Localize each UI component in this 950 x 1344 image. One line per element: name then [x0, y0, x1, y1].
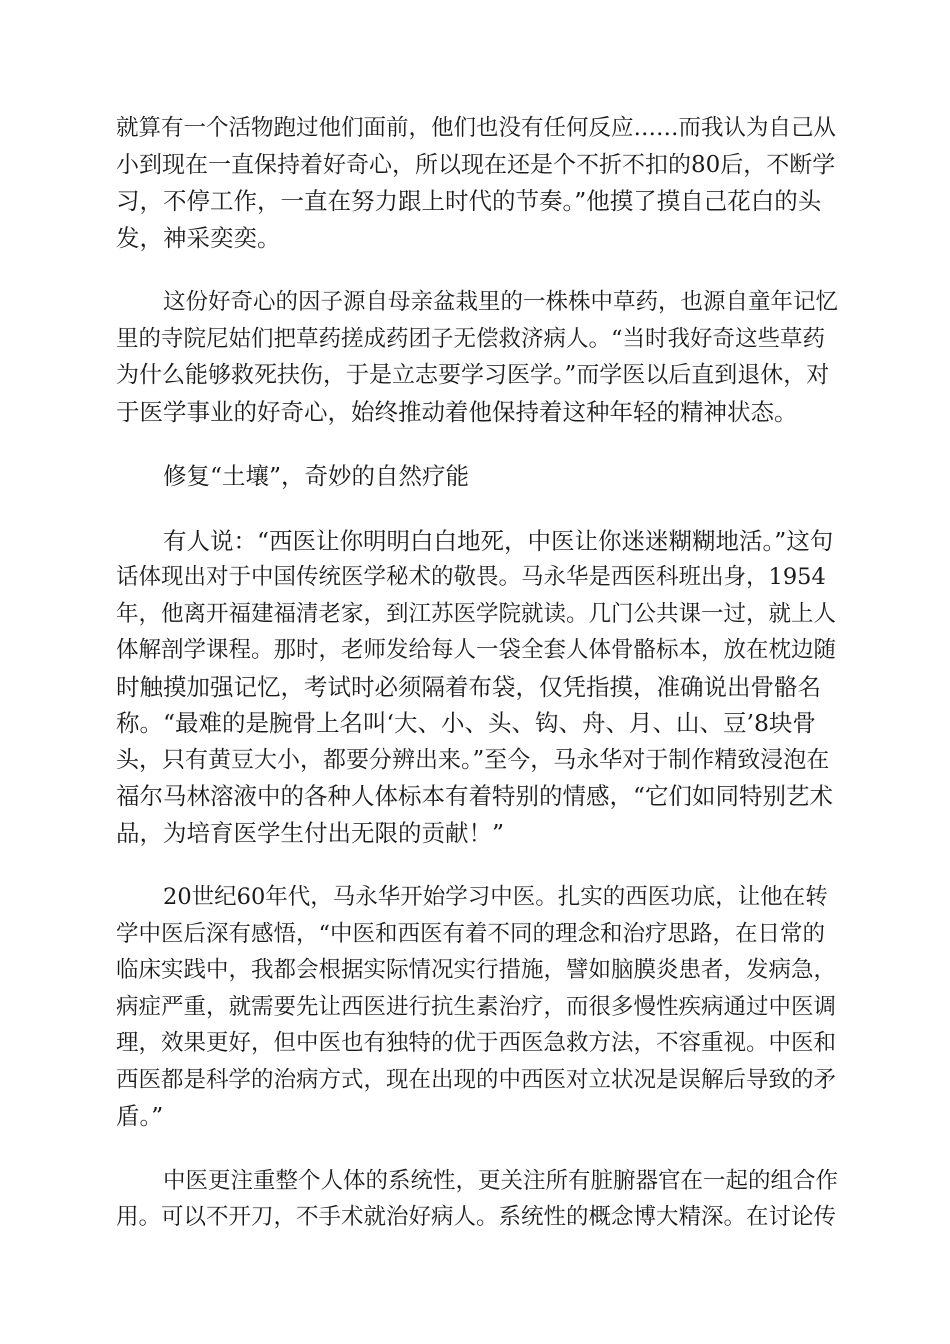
text-line: 里的寺院尼姑们把草药搓成药团子无偿救济病人。“当时我好奇这些草药 [116, 325, 826, 352]
text-line: 有人说：“西医让你明明白白地死，中医让你迷迷糊糊地活。”这句 [163, 526, 834, 555]
paragraph-2 [116, 284, 838, 430]
text-line: 盾。” [116, 1102, 164, 1130]
text-line: 时触摸加强记忆，考试时必须隔着布袋，仅凭指摸，准确说出骨骼名 [116, 672, 821, 701]
text-line: 用。可以不开刀，不手术就治好病人。系统性的概念博大精深。在讨论传 [116, 1204, 837, 1230]
paragraph-4 [116, 879, 838, 1135]
text-line: 病症严重，就需要先让西医进行抗生素治疗，而很多慢性疾病通过中医调 [116, 993, 837, 1020]
document-body [116, 110, 838, 1236]
text-line: 体解剖学课程。那时，老师发给每人一袋全套人体骨骼标本，放在枕边随 [116, 637, 837, 663]
text-line: 福尔马林溶液中的各种人体标本有着特别的情感，“它们如同特别艺术 [116, 782, 834, 810]
text-line: 20世纪60年代，马永华开始学习中医。扎实的西医功底，让他在转 [163, 884, 828, 910]
paragraph-1 [116, 110, 838, 256]
text-line: 临床实践中，我都会根据实际情况实行措施，譬如脑膜炎患者，发病急， [116, 957, 837, 983]
text-line: 发，神采奕奕。 [116, 223, 281, 252]
text-line: 头，只有黄豆大小，都要分辨出来。”至今，马永华对于制作精致浸泡在 [116, 746, 830, 773]
text-line: 于医学事业的好奇心，始终推动着他保持着这种年轻的精神状态。 [116, 397, 798, 426]
text-line: 为什么能够救死扶伤，于是立志要学习医学。”而学医以后直到退休，对 [116, 362, 830, 388]
heading-text: 修复“土壤”，奇妙的自然疗能 [163, 462, 470, 490]
text-line: 习，不停工作，一直在努力跟上时代的节奏。”他摸了摸自己花白的头 [116, 187, 822, 215]
text-line: 中医更注重整个人体的系统性，更关注所有脏腑器官在一起的组合作 [163, 1167, 839, 1194]
section-heading [116, 458, 838, 495]
paragraph-3 [116, 523, 838, 852]
text-line: 话体现出对于中国传统医学秘术的敬畏。马永华是西医科班出身，1954 [116, 564, 826, 590]
text-line: 西医都是科学的治病方式，现在出现的中西医对立状况是误解后导致的矛 [116, 1066, 837, 1093]
text-line: 就算有一个活物跑过他们面前，他们也没有任何反应……而我认为自己从 [116, 115, 837, 141]
text-line: 学中医后深有感悟，“中医和西医有着不同的理念和治疗思路，在日常的 [116, 920, 826, 947]
text-line: 理，效果更好，但中医也有独特的优于西医急救方法，不容重视。中医和 [116, 1030, 837, 1056]
text-line: 品，为培育医学生付出无限的贡献！” [116, 818, 505, 847]
text-line: 小到现在一直保持着好奇心，所以现在还是个不折不扣的80后，不断学 [116, 151, 836, 178]
text-line: 年，他离开福建福清老家，到江苏医学院就读。几门公共课一过，就上人 [116, 600, 837, 627]
text-line: 称。“最难的是腕骨上名叫‘大、小、头、钩、舟、月、山、豆’8块骨 [116, 709, 816, 737]
text-line: 这份好奇心的因子源自母亲盆栽里的一株株中草药，也源自童年记忆 [163, 289, 839, 315]
paragraph-5 [116, 1163, 838, 1236]
